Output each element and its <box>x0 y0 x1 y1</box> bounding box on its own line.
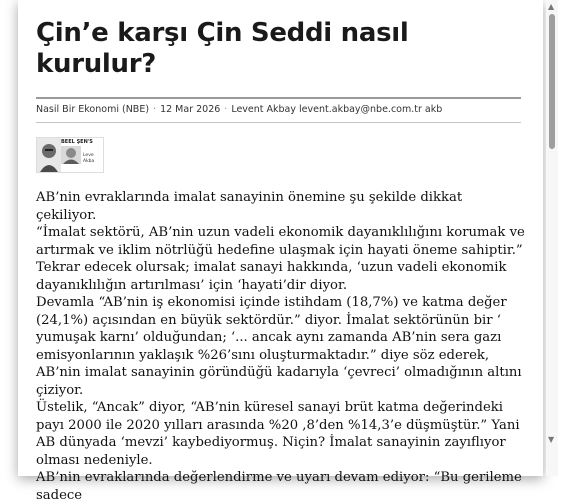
author-photo-name-line2: Akba <box>83 159 95 164</box>
article-body <box>36 189 526 504</box>
author-photo <box>36 137 104 173</box>
meta-author[interactable]: Levent Akbay levent.akbay@nbe.com.tr akb <box>231 104 443 115</box>
article-paragraph: Üstelik, “Ancak” diyor, “AB’nin küresel sanayi brüt katma değerindeki payı 2000 ile 2020 yılları arasında %20 ,8’den %14,3’e düşmüştür.” Yani AB dünyada ‘mevzi’ kaybediyormuş. Niçin? İmalat sanayinin zayıflıyor olması nedeniyle. <box>36 400 520 468</box>
article-paragraph: AB’nin evraklarında imalat sanayinin önemine şu şekilde dikkat çekiliyor. <box>36 190 463 223</box>
author-photo-caption: BEEL ŞEN'S <box>61 139 93 145</box>
meta-separator: · <box>153 104 157 115</box>
author-photo-name <box>83 153 94 165</box>
article-meta <box>36 104 521 115</box>
meta-divider <box>36 122 521 123</box>
article-paragraph: AB’nin evraklarında değerlendirme ve uyarı devam ediyor: “Bu gerileme sadece <box>36 470 522 503</box>
title-divider <box>36 97 521 99</box>
article-title: Çin’e karşı Çin Seddi nasıl kurulur? <box>36 18 409 79</box>
arrow-up-icon[interactable]: ▲ <box>548 2 555 11</box>
article-paragraph: Devamla “AB’nin iş ekonomisi içinde istihdam (18,7%) ve katma değer (24,1%) açısından en büyük sektördür.” diyor. İmalat sektörünün bir ‘ yumuşak karnı’ olduğundan; ‘... ancak aynı zamanda AB’nin sera gazı emisyonlarının yaklaşık %26’sını oluşturmaktadır.” diye söz ederek, AB’nin imalat sanayinin göründüğü kadarıyla ‘çevreci’ olmadığının altını çiziyor. <box>36 295 522 398</box>
arrow-down-icon[interactable]: ▼ <box>548 435 555 444</box>
article-paragraph: Tekrar edecek olursak; imalat sanayi hakkında, ‘uzun vadeli ekonomik dayanıklılığın artırılması’ için ‘hayati’dir diyor. <box>36 260 507 293</box>
article-paragraph: “İmalat sektörü, AB’nin uzun vadeli ekonomik dayanıklılığını korumak ve artırmak ve iklim nötrlüğü hedefine ulaşmak için hayati öneme sahiptir.” <box>36 225 525 258</box>
author-photo-name-line1: Leve <box>83 153 94 158</box>
scrollbar-thumb[interactable] <box>549 14 555 149</box>
meta-date: 12 Mar 2026 <box>160 104 221 115</box>
meta-source[interactable]: Nasil Bir Ekonomi (NBE) <box>36 104 150 115</box>
meta-separator: · <box>224 104 228 115</box>
article-card <box>18 0 555 503</box>
